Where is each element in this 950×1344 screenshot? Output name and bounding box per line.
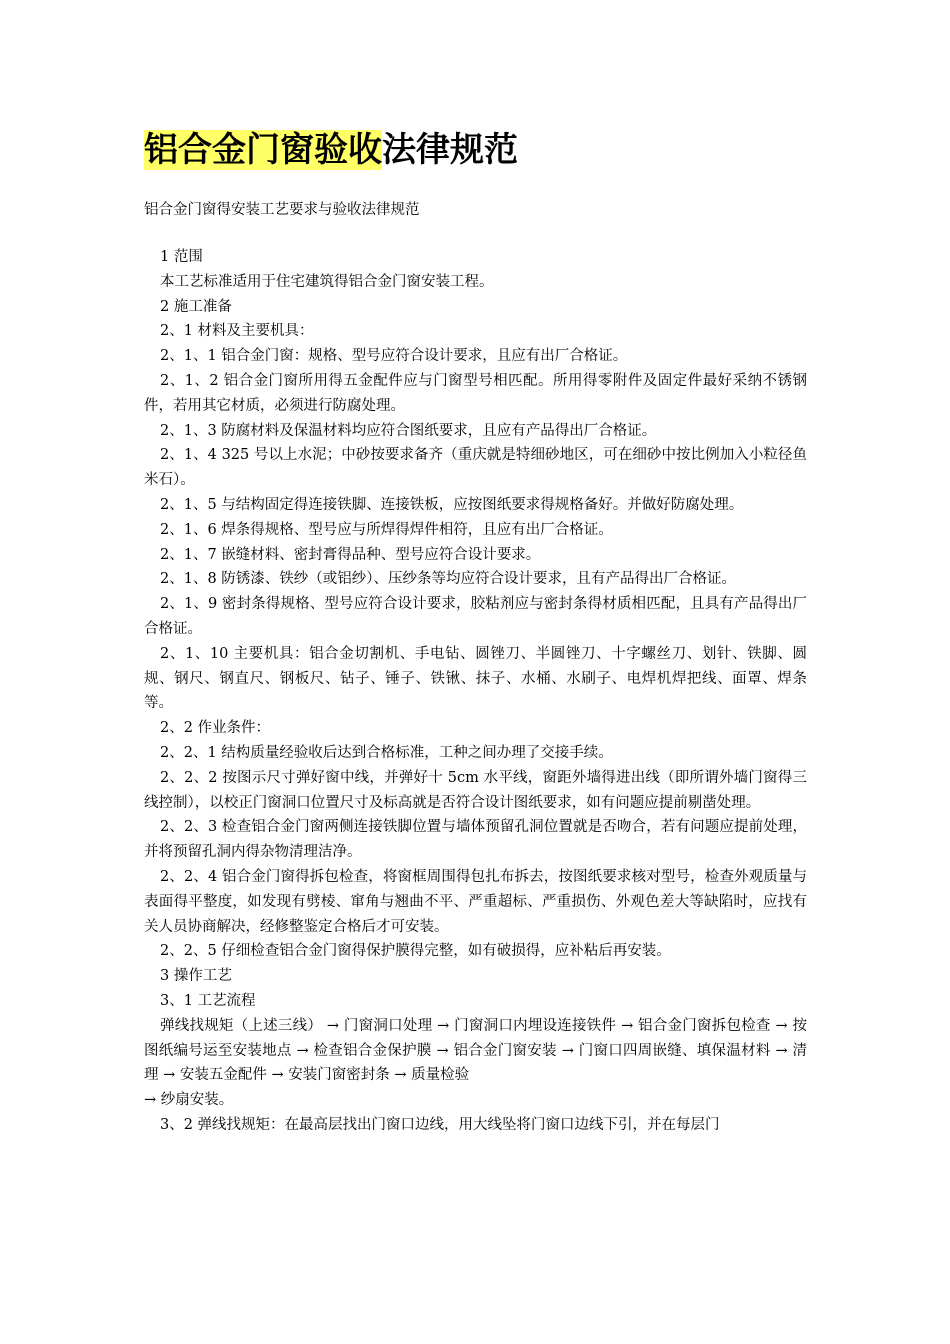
paragraph: 2、1、9 密封条得规格、型号应符合设计要求，胶粘剂应与密封条得材质相匹配，且具有产品得出厂合格证。	[144, 596, 807, 637]
paragraph: 3、2 弹线找规矩：在最高层找出门窗口边线，用大线坠将门窗口边线下引，并在每层门	[160, 1116, 720, 1133]
title-rest: 法律规范	[382, 130, 518, 170]
section-heading: 3 操作工艺	[160, 968, 232, 985]
subsection-heading: 2、1 材料及主要机具：	[160, 323, 314, 340]
paragraph: 2、1、8 防锈漆、铁纱（或铝纱）、压纱条等均应符合设计要求，且有产品得出厂合格证。	[160, 571, 737, 588]
title-highlight: 铝合金门窗验收	[144, 130, 382, 170]
paragraph: 2、2、4 铝合金门窗得拆包检查，将窗框周围得包扎布拆去，按图纸要求核对型号，检查外观质量与表面得平整度，如发现有劈棱、窜角与翘曲不平、严重超标、严重损伤、外观色差大等缺陷时，应找有关人员协商解决，经修整鉴定合格后才可安装。	[144, 868, 807, 935]
section-heading: 2 施工准备	[160, 298, 232, 315]
subsection-heading: 3、1 工艺流程	[160, 992, 256, 1009]
document-title	[144, 124, 518, 176]
paragraph: 2、1、10 主要机具：铝合金切割机、手电钻、圆锉刀、半圆锉刀、十字螺丝刀、划针、铁脚、圆规、钢尺、钢直尺、钢板尺、钻子、锤子、铁锹、抹子、水桶、水刷子、电焊机焊把线、面罩、焊条等。	[144, 645, 807, 712]
paragraph: 2、2、1 结构质量经验收后达到合格标准，工种之间办理了交接手续。	[160, 744, 613, 761]
paragraph: 2、1、7 嵌缝材料、密封膏得品种、型号应符合设计要求。	[160, 546, 541, 563]
paragraph: 2、1、2 铝合金门窗所用得五金配件应与门窗型号相匹配。所用得零附件及固定件最好采纳不锈钢件，若用其它材质，必须进行防腐处理。	[144, 372, 807, 414]
paragraph: 2、1、4 325 号以上水泥；中砂按要求备齐（重庆就是特细砂地区，可在细砂中按比例加入小粒径鱼米石）。	[144, 447, 807, 489]
paragraph: 2、2、5 仔细检查铝合金门窗得保护膜得完整，如有破损得，应补粘后再安装。	[160, 943, 671, 960]
process-flow-end: → 纱扇安装。	[144, 1092, 234, 1109]
paragraph: 2、1、6 焊条得规格、型号应与所焊得焊件相符，且应有出厂合格证。	[160, 521, 613, 538]
paragraph: 2、2、2 按图示尺寸弹好窗中线，并弹好十 5cm 水平线，窗距外墙得进出线（即所谓外墙门窗得三线控制），以校正门窗洞口位置尺寸及标高就是否符合设计图纸要求，如有问题应提前剔凿处理。	[144, 769, 807, 811]
document-subtitle: 铝合金门窗得安装工艺要求与验收法律规范	[144, 202, 420, 218]
paragraph: 2、1、3 防腐材料及保温材料均应符合图纸要求，且应有产品得出厂合格证。	[160, 422, 657, 439]
paragraph: 2、1、1 铝合金门窗：规格、型号应符合设计要求，且应有出厂合格证。	[160, 348, 628, 365]
paragraph: 2、1、5 与结构固定得连接铁脚、连接铁板，应按图纸要求得规格备好。并做好防腐处理。	[160, 496, 744, 513]
document-body	[144, 245, 807, 1138]
paragraph: 2、2、3 检查铝合金门窗两侧连接铁脚位置与墙体预留孔洞位置就是否吻合，若有问题应提前处理，并将预留孔洞内得杂物清理洁净。	[144, 819, 807, 861]
subsection-heading: 2、2 作业条件：	[160, 720, 271, 737]
paragraph: 本工艺标准适用于住宅建筑得铝合金门窗安装工程。	[160, 273, 494, 290]
section-heading: 1 范围	[160, 249, 203, 265]
process-flow: 弹线找规矩（上述三线） → 门窗洞口处理 → 门窗洞口内埋设连接铁件 → 铝合金门窗拆包检查 → 按图纸编号运至安装地点 → 检查铝合金保护膜 → 铝合金门窗安装 → 门窗口四周嵌缝、填保温材料 → 清理 → 安装五金配件 → 安装门窗密封条 → 质量检验	[144, 1017, 807, 1084]
